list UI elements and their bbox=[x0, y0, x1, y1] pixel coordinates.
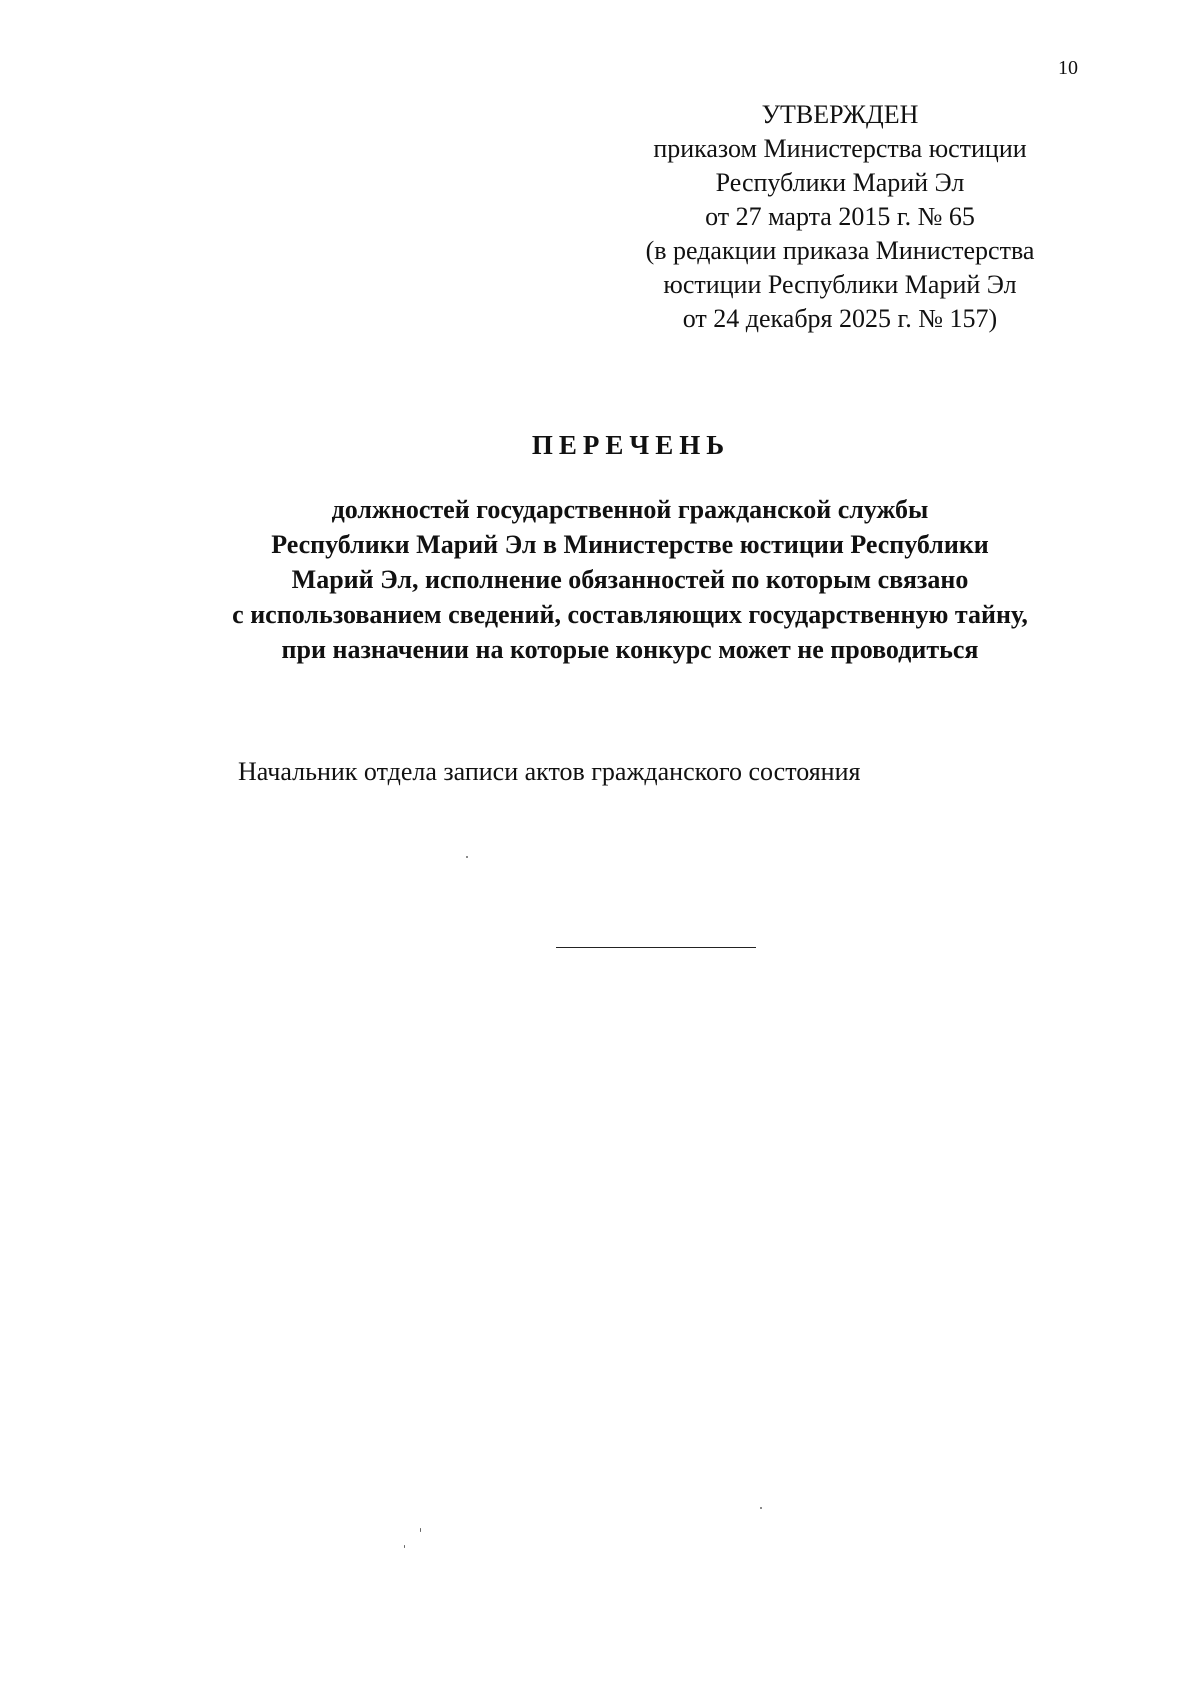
page-number: 10 bbox=[1058, 57, 1078, 79]
approval-line: от 24 декабря 2025 г. № 157) bbox=[682, 304, 998, 333]
position-list-item: Начальник отдела записи актов гражданского состояния bbox=[238, 757, 861, 786]
approval-heading: УТВЕРЖДЕН bbox=[761, 100, 919, 129]
approval-line: (в редакции приказа Министерства bbox=[645, 236, 1035, 265]
approval-block bbox=[610, 98, 1070, 336]
subtitle-line: при назначении на которые конкурс может не проводиться bbox=[281, 635, 979, 664]
closing-divider bbox=[556, 947, 756, 948]
scan-speck bbox=[420, 1528, 421, 1532]
scan-speck bbox=[404, 1545, 405, 1548]
document-title: ПЕРЕЧЕНЬ bbox=[531, 430, 731, 460]
approval-line: юстиции Республики Марий Эл bbox=[663, 270, 1017, 299]
document-subtitle bbox=[120, 492, 1140, 667]
subtitle-line: Республики Марий Эл в Министерстве юстиции Республики bbox=[271, 530, 989, 559]
scan-speck bbox=[466, 856, 468, 858]
approval-line: Республики Марий Эл bbox=[715, 168, 965, 197]
scan-speck bbox=[760, 1507, 762, 1509]
subtitle-line: с использованием сведений, составляющих государственную тайну, bbox=[232, 600, 1028, 629]
subtitle-line: Марий Эл, исполнение обязанностей по которым связано bbox=[291, 565, 969, 594]
subtitle-line: должностей государственной гражданской службы bbox=[331, 495, 929, 524]
approval-line: приказом Министерства юстиции bbox=[653, 134, 1027, 163]
approval-line: от 27 марта 2015 г. № 65 bbox=[705, 202, 975, 231]
